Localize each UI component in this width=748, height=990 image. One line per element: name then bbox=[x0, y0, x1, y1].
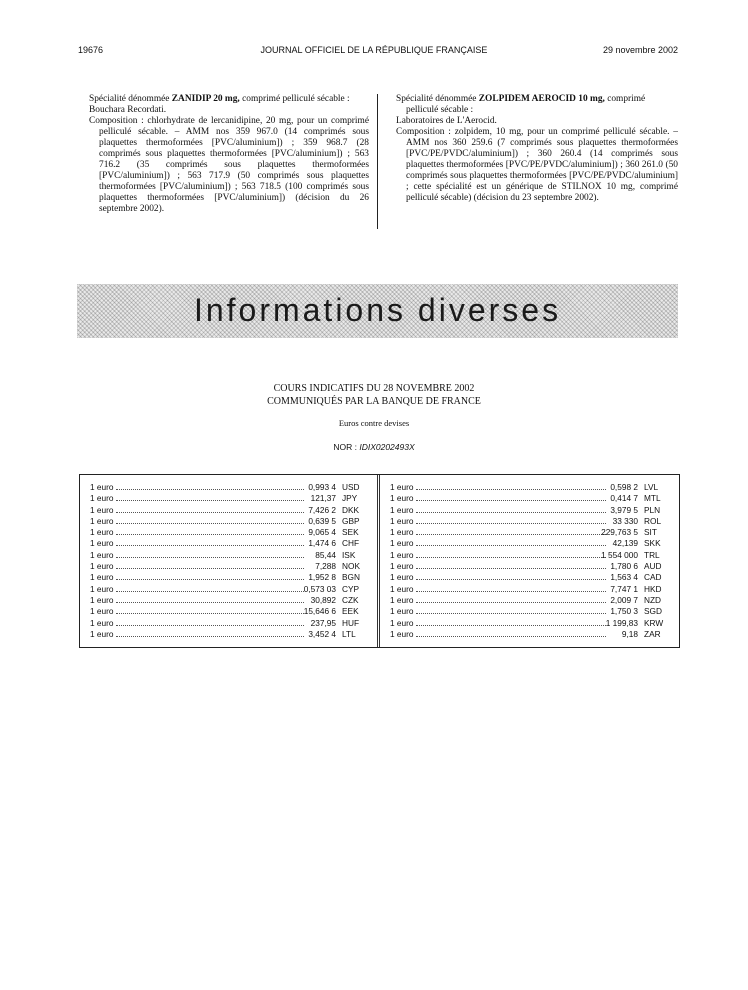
dot-leader bbox=[116, 489, 304, 490]
rate-row bbox=[90, 595, 368, 606]
left-holder: Bouchara Recordati. bbox=[89, 105, 167, 115]
rate-row bbox=[390, 618, 668, 629]
rate-label: 1 euro bbox=[390, 572, 414, 583]
currency-code: NZD bbox=[644, 594, 662, 605]
rate-row bbox=[90, 572, 368, 583]
rate-row bbox=[90, 493, 368, 504]
rate-row bbox=[390, 482, 668, 493]
rate-row bbox=[390, 505, 668, 516]
rate-value: 15,646 6 bbox=[303, 606, 336, 617]
dot-leader bbox=[416, 613, 606, 614]
rate-value: 7,426 2 bbox=[308, 504, 336, 515]
notice-line2: COMMUNIQUÉS PAR LA BANQUE DE FRANCE bbox=[267, 396, 481, 407]
right-composition: Composition : zolpidem, 10 mg, pour un comprimé pelliculé sécable. – AMM nos 360 259.6 (7 comprimés sous plaquettes thermoformées [PVC/PE/PVDC/aluminium]) ; 360 260.4 (14 comprimés sous plaquettes thermoformées [PVC/PE/PVDC/aluminium]) ; 360 261.0 (50 comprimés sous plaquettes thermoformées [PVC/PE/PVDC/aluminium] ; cette spécialité est un générique de STILNOX 10 mg, comprimé pelliculé sécable) (décision du 23 septembre 2002). bbox=[396, 127, 678, 203]
rate-value: 7,288 bbox=[315, 561, 336, 572]
dot-leader bbox=[116, 557, 304, 558]
rate-label: 1 euro bbox=[390, 493, 414, 504]
dot-leader bbox=[116, 591, 304, 592]
rate-row bbox=[90, 538, 368, 549]
rate-value: 0,414 7 bbox=[610, 493, 638, 504]
rate-row bbox=[390, 561, 668, 572]
column-divider bbox=[377, 94, 378, 229]
rate-label: 1 euro bbox=[90, 527, 114, 538]
nor-code: IDIX0202493X bbox=[359, 442, 415, 452]
rate-value: 3,452 4 bbox=[308, 628, 336, 639]
rate-row bbox=[390, 629, 668, 640]
dot-leader bbox=[416, 512, 606, 513]
currency-code: HKD bbox=[644, 583, 662, 594]
rate-row bbox=[90, 550, 368, 561]
rate-value: 0,639 5 bbox=[308, 515, 336, 526]
dot-leader bbox=[416, 523, 606, 524]
rate-label: 1 euro bbox=[390, 628, 414, 639]
rate-value: 42,139 bbox=[612, 538, 638, 549]
rate-row bbox=[90, 618, 368, 629]
rate-row bbox=[90, 629, 368, 640]
rate-label: 1 euro bbox=[90, 561, 114, 572]
rate-value: 1 199,83 bbox=[605, 617, 638, 628]
rate-value: 9,065 4 bbox=[308, 527, 336, 538]
currency-code: SKK bbox=[644, 538, 661, 549]
currency-code: USD bbox=[342, 482, 360, 492]
currency-code: CAD bbox=[644, 572, 662, 583]
rate-label: 1 euro bbox=[390, 549, 414, 560]
dot-leader bbox=[416, 557, 606, 558]
currency-code: MTL bbox=[644, 493, 661, 504]
right-holder: Laboratoires de L'Aerocid. bbox=[396, 116, 497, 126]
rate-label: 1 euro bbox=[390, 538, 414, 549]
dot-leader bbox=[116, 534, 304, 535]
currency-code: DKK bbox=[342, 504, 360, 515]
rate-label: 1 euro bbox=[90, 583, 114, 594]
dot-leader bbox=[416, 579, 606, 580]
rate-value: 1,750 3 bbox=[610, 606, 638, 617]
rate-value: 7,747 1 bbox=[610, 583, 638, 594]
dot-leader bbox=[416, 636, 606, 637]
rate-row bbox=[90, 505, 368, 516]
rate-label: 1 euro bbox=[390, 594, 414, 605]
rate-label: 1 euro bbox=[90, 617, 114, 628]
rate-row bbox=[390, 493, 668, 504]
dot-leader bbox=[116, 568, 304, 569]
page-number: 19676 bbox=[78, 45, 104, 55]
rate-value: 0,598 2 bbox=[610, 482, 638, 492]
dot-leader bbox=[116, 579, 304, 580]
rate-row bbox=[90, 482, 368, 493]
dot-leader bbox=[416, 534, 606, 535]
rate-label: 1 euro bbox=[390, 482, 414, 492]
rate-label: 1 euro bbox=[90, 504, 114, 515]
rate-row bbox=[90, 527, 368, 538]
rate-row bbox=[390, 595, 668, 606]
rate-label: 1 euro bbox=[90, 628, 114, 639]
dot-leader bbox=[416, 545, 606, 546]
currency-code: SIT bbox=[644, 527, 657, 538]
rate-label: 1 euro bbox=[90, 493, 114, 504]
rate-label: 1 euro bbox=[90, 515, 114, 526]
left-heading: Spécialité dénommée ZANIDIP 20 mg, comprimé pelliculé sécable : bbox=[89, 94, 350, 104]
dot-leader bbox=[116, 636, 304, 637]
currency-code: AUD bbox=[644, 561, 662, 572]
rate-value: 1 554 000 bbox=[601, 549, 638, 560]
currency-code: HUF bbox=[342, 617, 360, 628]
rate-label: 1 euro bbox=[390, 606, 414, 617]
currency-code: NOK bbox=[342, 561, 360, 572]
section-banner bbox=[77, 284, 678, 338]
rates-right-column bbox=[390, 482, 668, 640]
rate-row bbox=[90, 584, 368, 595]
nor-reference: NOR : IDIX0202493X bbox=[333, 442, 415, 452]
rate-label: 1 euro bbox=[390, 617, 414, 628]
currency-code: SGD bbox=[644, 606, 662, 617]
left-composition: Composition : chlorhydrate de lercanidipine, 20 mg, pour un comprimé pelliculé sécable. – AMM nos 359 967.0 (14 comprimés sous plaquettes thermoformées [PVC/aluminium]) ; 359 968.7 (28 comprimés sous plaquettes thermoformées [PVC/aluminium]) ; 563 716.2 (35 comprimés sous plaquettes thermoformées [PVC/aluminium]) ; 563 717.9 (50 comprimés sous plaquettes thermoformées [PVC/aluminium]) ; 563 718.5 (100 comprimés sous plaquettes thermoformées [PVC/aluminium]) (décision du 26 septembre 2002). bbox=[89, 116, 369, 214]
rate-value: 0,993 4 bbox=[308, 482, 336, 492]
rate-label: 1 euro bbox=[90, 549, 114, 560]
dot-leader bbox=[416, 602, 606, 603]
dot-leader bbox=[116, 500, 304, 501]
currency-code: JPY bbox=[342, 493, 358, 504]
dot-leader bbox=[416, 489, 606, 490]
currency-code: LTL bbox=[342, 628, 356, 639]
notice-line1: COURS INDICATIFS DU 28 NOVEMBRE 2002 bbox=[273, 383, 475, 394]
rate-row bbox=[390, 572, 668, 583]
rate-row bbox=[390, 527, 668, 538]
right-product-name: ZOLPIDEM AEROCID 10 mg, bbox=[478, 94, 605, 104]
issue-date: 29 novembre 2002 bbox=[602, 45, 678, 55]
notice-subtitle: Euros contre devises bbox=[338, 418, 410, 428]
dot-leader bbox=[116, 625, 304, 626]
rate-row bbox=[390, 550, 668, 561]
rate-label: 1 euro bbox=[90, 482, 114, 492]
currency-code: CHF bbox=[342, 538, 360, 549]
rate-row bbox=[90, 516, 368, 527]
currency-code: ISK bbox=[342, 549, 356, 560]
dot-leader bbox=[116, 545, 304, 546]
rate-label: 1 euro bbox=[390, 527, 414, 538]
rate-value: 229,763 5 bbox=[601, 527, 638, 538]
rate-value: 33 330 bbox=[612, 515, 638, 526]
rate-label: 1 euro bbox=[390, 504, 414, 515]
rate-row bbox=[390, 606, 668, 617]
rates-left-column bbox=[90, 482, 368, 640]
currency-code: BGN bbox=[342, 572, 360, 583]
section-title: Informations diverses bbox=[193, 292, 562, 328]
rate-row bbox=[390, 584, 668, 595]
rate-label: 1 euro bbox=[90, 606, 114, 617]
journal-title: JOURNAL OFFICIEL DE LA RÉPUBLIQUE FRANÇAISE bbox=[260, 45, 488, 55]
rate-label: 1 euro bbox=[90, 572, 114, 583]
rate-row bbox=[390, 516, 668, 527]
currency-code: ZAR bbox=[644, 628, 661, 639]
dot-leader bbox=[416, 500, 606, 501]
rate-value: 1,474 6 bbox=[308, 538, 336, 549]
dot-leader bbox=[416, 568, 606, 569]
rate-value: 2,009 7 bbox=[610, 594, 638, 605]
rate-value: 1,563 4 bbox=[610, 572, 638, 583]
rate-value: 121,37 bbox=[310, 493, 336, 504]
rate-value: 3,979 5 bbox=[610, 504, 638, 515]
currency-code: EEK bbox=[342, 606, 359, 617]
currency-code: CYP bbox=[342, 583, 360, 594]
currency-code: TRL bbox=[644, 549, 660, 560]
rate-value: 1,780 6 bbox=[610, 561, 638, 572]
rate-label: 1 euro bbox=[90, 594, 114, 605]
rate-row bbox=[390, 538, 668, 549]
currency-code: KRW bbox=[644, 617, 664, 628]
dot-leader bbox=[416, 625, 606, 626]
rate-label: 1 euro bbox=[90, 538, 114, 549]
rate-value: 9,18 bbox=[621, 628, 638, 639]
currency-code: ROL bbox=[644, 515, 662, 526]
rate-value: 30,892 bbox=[310, 594, 336, 605]
dot-leader bbox=[416, 591, 606, 592]
exchange-rate-table bbox=[79, 474, 680, 648]
left-column bbox=[79, 94, 369, 215]
currency-code: CZK bbox=[342, 594, 359, 605]
right-heading: Spécialité dénommée ZOLPIDEM AEROCID 10 mg, comprimé pelliculé sécable : bbox=[396, 94, 646, 115]
currency-code: PLN bbox=[644, 504, 661, 515]
rate-label: 1 euro bbox=[390, 515, 414, 526]
left-product-name: ZANIDIP 20 mg, bbox=[171, 94, 240, 104]
dot-leader bbox=[116, 523, 304, 524]
rate-value: 0,573 03 bbox=[303, 583, 336, 594]
rate-label: 1 euro bbox=[390, 561, 414, 572]
dot-leader bbox=[116, 512, 304, 513]
rate-value: 1,952 8 bbox=[308, 572, 336, 583]
table-divider bbox=[377, 475, 380, 647]
right-column bbox=[386, 94, 678, 204]
currency-code: SEK bbox=[342, 527, 359, 538]
dot-leader bbox=[116, 613, 304, 614]
rate-row bbox=[90, 606, 368, 617]
currency-code: GBP bbox=[342, 515, 360, 526]
rate-value: 85,44 bbox=[315, 549, 336, 560]
currency-code: LVL bbox=[644, 482, 659, 492]
rate-label: 1 euro bbox=[390, 583, 414, 594]
rate-row bbox=[90, 561, 368, 572]
rate-value: 237,95 bbox=[310, 617, 336, 628]
dot-leader bbox=[116, 602, 304, 603]
